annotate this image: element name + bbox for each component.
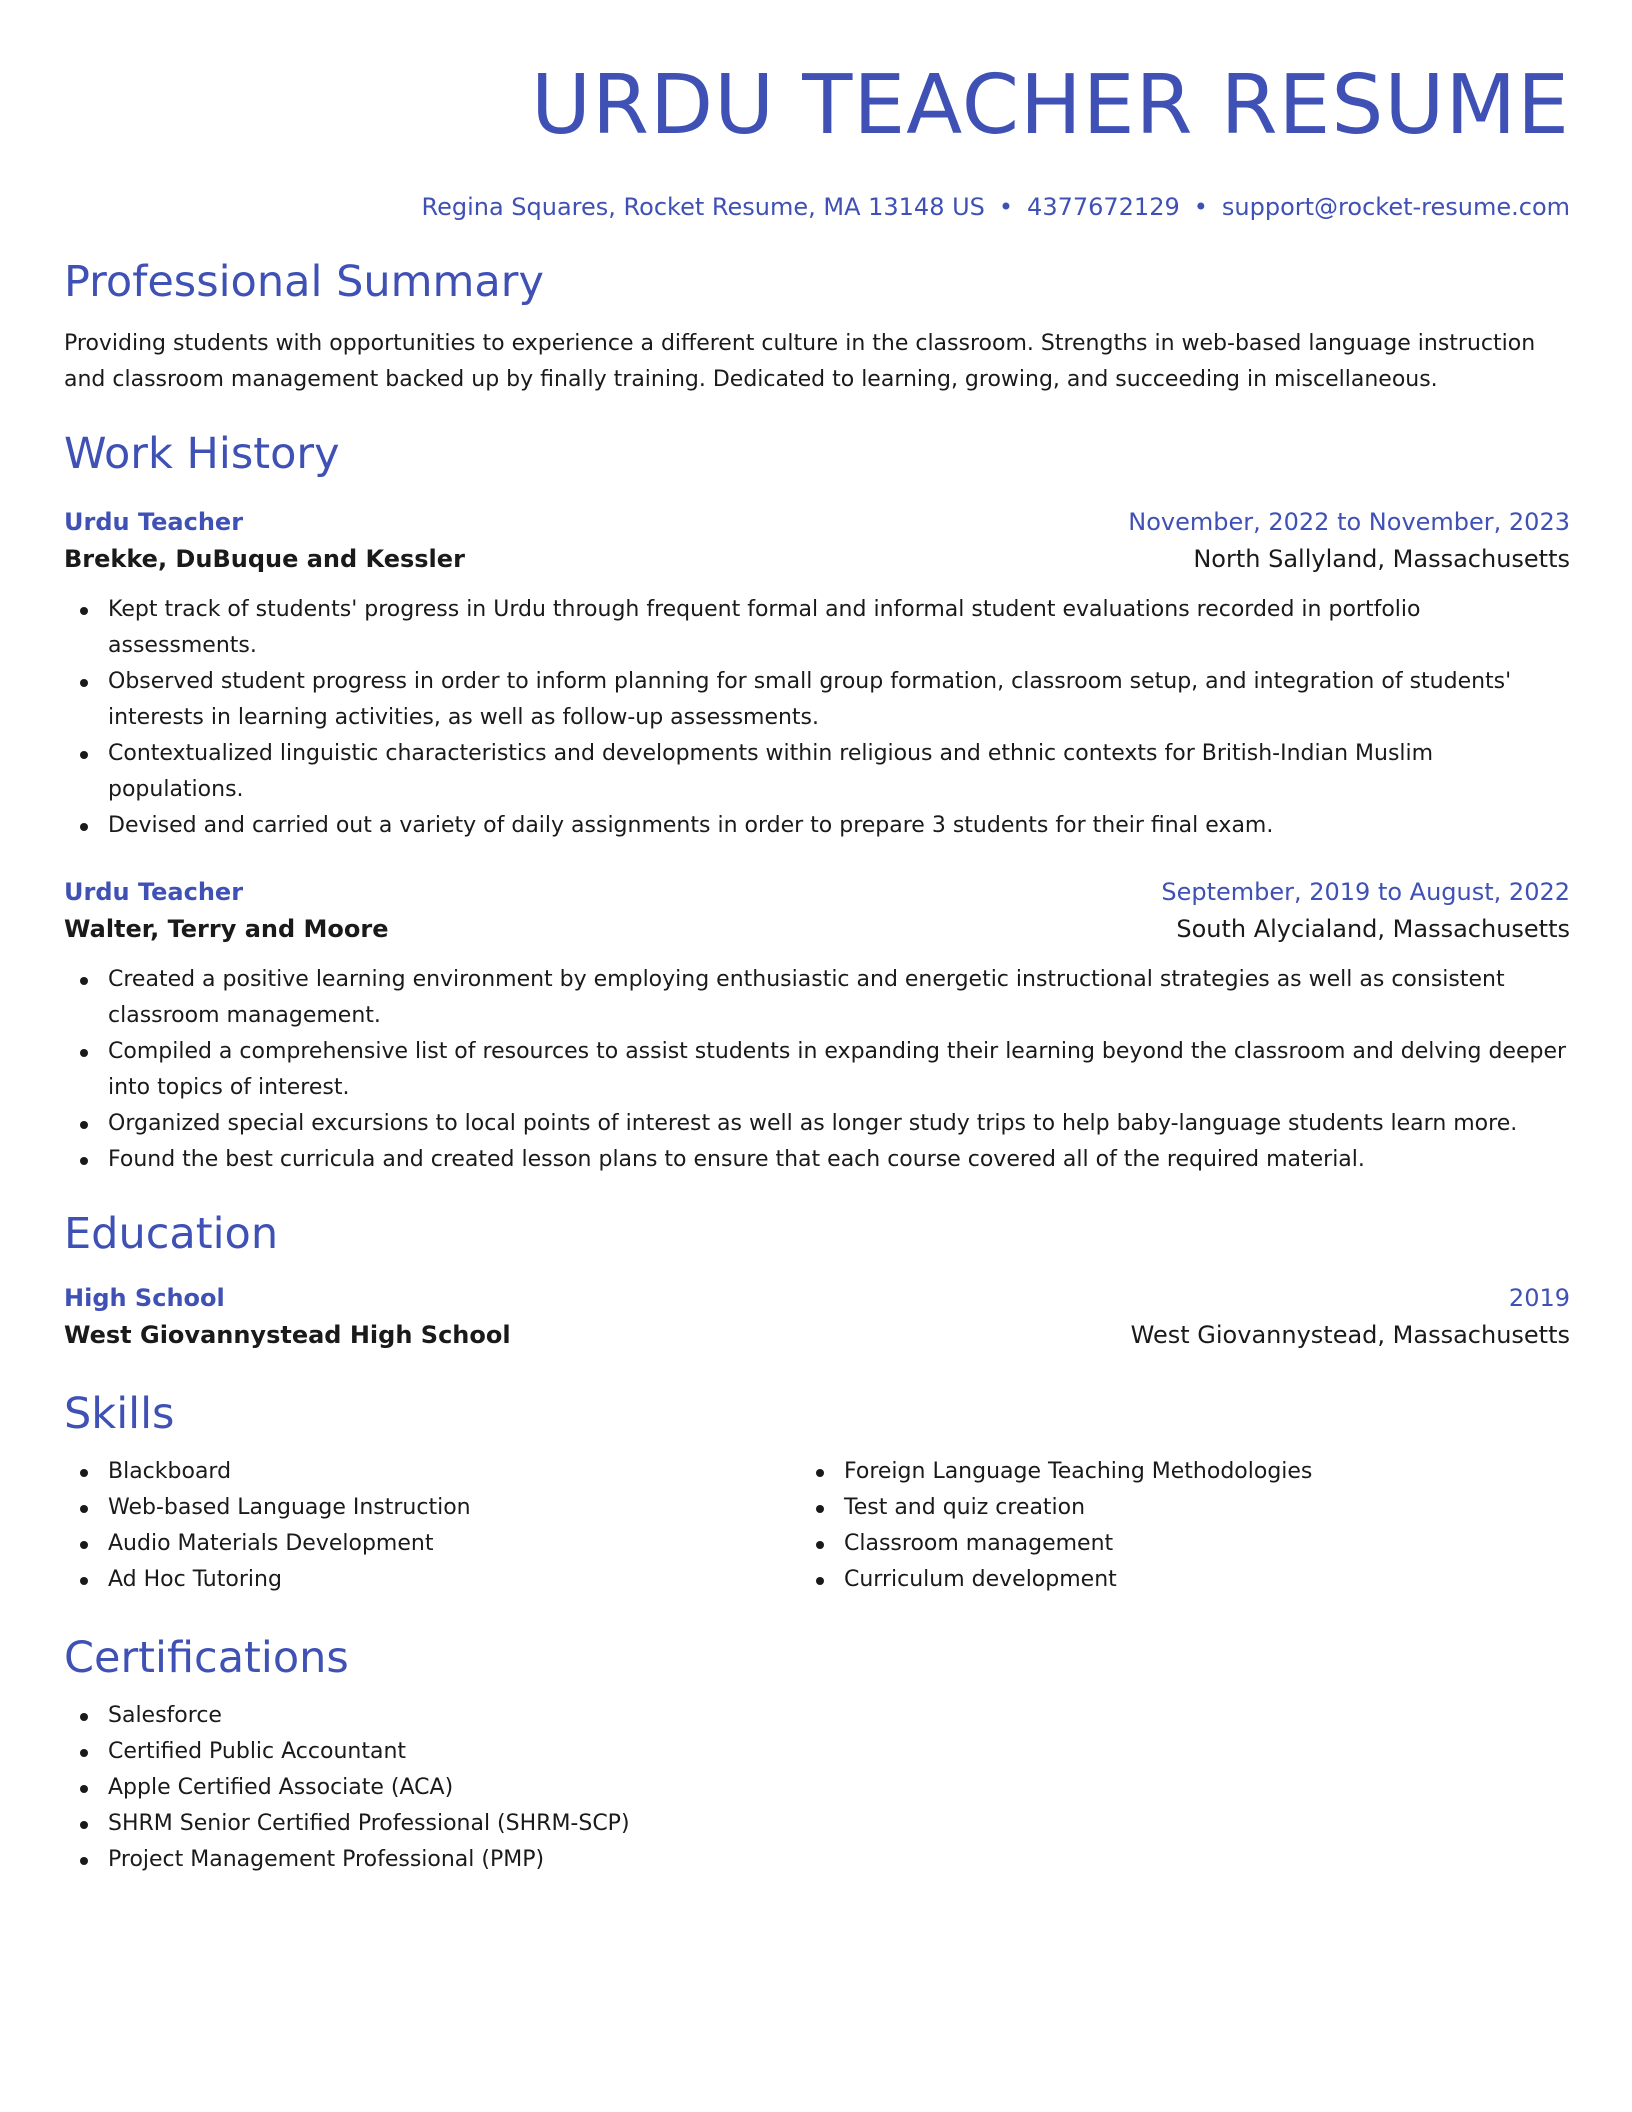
summary-section xyxy=(64,256,1570,398)
section-heading-certifications: Certifications xyxy=(64,1633,349,1683)
education-section xyxy=(64,1208,1570,1354)
skill-item: Classroom management xyxy=(800,1526,1536,1562)
job-location: South Alycialand, Massachusetts xyxy=(1176,915,1570,943)
certifications-list xyxy=(64,1698,1570,1878)
skills-list xyxy=(64,1454,800,1598)
job-bullet: Compiled a comprehensive list of resources to assist students in expanding their learning beyond the classroom and delving deeper into topics of interest. xyxy=(64,1034,1570,1106)
job-dates: November, 2022 to November, 2023 xyxy=(1128,508,1570,536)
skills-column-right xyxy=(800,1454,1536,1598)
education-degree: High School xyxy=(64,1284,225,1312)
certifications-section xyxy=(64,1632,1570,1878)
skill-item: Web-based Language Instruction xyxy=(64,1490,800,1526)
job-bullet: Observed student progress in order to inform planning for small group formation, classroom setup, and integration of students' interests in learning activities, as well as follow-up assessments. xyxy=(64,664,1570,736)
job-bullet: Created a positive learning environment by employing enthusiastic and energetic instructional strategies as well as consistent classroom management. xyxy=(64,962,1570,1034)
job-header-row xyxy=(64,504,1570,540)
summary-text: Providing students with opportunities to experience a different culture in the classroom. Strengths in web-based language instruction and classroom management backed up by finally training. Dedicated to learning, growing, and succeeding in miscellaneous. xyxy=(64,331,1536,392)
skill-item: Foreign Language Teaching Methodologies xyxy=(800,1454,1536,1490)
skill-item: Curriculum development xyxy=(800,1562,1536,1598)
certification-item: SHRM Senior Certified Professional (SHRM-SCP) xyxy=(64,1806,1570,1842)
skills-column-left xyxy=(64,1454,800,1598)
job-company-row xyxy=(64,910,1570,948)
job-bullet: Kept track of students' progress in Urdu through frequent formal and informal student evaluations recorded in portfolio assessments. xyxy=(64,592,1570,664)
job-bullets xyxy=(64,962,1570,1178)
education-year: 2019 xyxy=(1508,1284,1570,1312)
job-header-row xyxy=(64,874,1570,910)
certification-item: Certified Public Accountant xyxy=(64,1734,1570,1770)
job-company: Brekke, DuBuque and Kessler xyxy=(64,545,465,573)
skills-section xyxy=(64,1388,1570,1598)
section-heading-education: Education xyxy=(64,1209,279,1259)
contact-email[interactable]: support@rocket-resume.com xyxy=(1221,193,1570,221)
job-role: Urdu Teacher xyxy=(64,878,244,906)
skills-grid xyxy=(64,1454,1570,1598)
job-location: North Sallyland, Massachusetts xyxy=(1193,545,1570,573)
job-dates: September, 2019 to August, 2022 xyxy=(1161,878,1570,906)
contact-line xyxy=(64,192,1570,222)
education-school: West Giovannystead High School xyxy=(64,1321,511,1349)
resume-title: URDU TEACHER RESUME xyxy=(531,58,1570,153)
section-heading-work-history: Work History xyxy=(64,429,340,479)
contact-separator: • xyxy=(998,193,1014,221)
education-header-row xyxy=(64,1280,1570,1316)
contact-phone[interactable]: 4377672129 xyxy=(1027,193,1180,221)
contact-address: Regina Squares, Rocket Resume, MA 13148 US xyxy=(421,193,985,221)
certification-item: Salesforce xyxy=(64,1698,1570,1734)
skills-list xyxy=(800,1454,1536,1598)
skill-item: Ad Hoc Tutoring xyxy=(64,1562,800,1598)
education-entry xyxy=(64,1280,1570,1354)
job-bullet: Found the best curricula and created lesson plans to ensure that each course covered all of the required material. xyxy=(64,1142,1570,1178)
section-heading-summary: Professional Summary xyxy=(64,257,544,307)
certification-item: Apple Certified Associate (ACA) xyxy=(64,1770,1570,1806)
job-bullets xyxy=(64,592,1570,844)
job-company: Walter, Terry and Moore xyxy=(64,915,389,943)
job-bullet: Devised and carried out a variety of daily assignments in order to prepare 3 students for their final exam. xyxy=(64,808,1570,844)
education-location: West Giovannystead, Massachusetts xyxy=(1130,1321,1570,1349)
contact-separator: • xyxy=(1193,193,1208,221)
job-role: Urdu Teacher xyxy=(64,508,244,536)
section-heading-skills: Skills xyxy=(64,1389,175,1439)
skill-item: Blackboard xyxy=(64,1454,800,1490)
skill-item: Audio Materials Development xyxy=(64,1526,800,1562)
job-bullet: Contextualized linguistic characteristics and developments within religious and ethnic contexts for British-Indian Muslim populations. xyxy=(64,736,1570,808)
job-company-row xyxy=(64,540,1570,578)
education-school-row xyxy=(64,1316,1570,1354)
certification-item: Project Management Professional (PMP) xyxy=(64,1842,1570,1878)
job-entry xyxy=(64,874,1570,1178)
job-bullet: Organized special excursions to local points of interest as well as longer study trips to help baby-language students learn more. xyxy=(64,1106,1570,1142)
work-history-section xyxy=(64,428,1570,1178)
skill-item: Test and quiz creation xyxy=(800,1490,1536,1526)
job-entry xyxy=(64,504,1570,844)
